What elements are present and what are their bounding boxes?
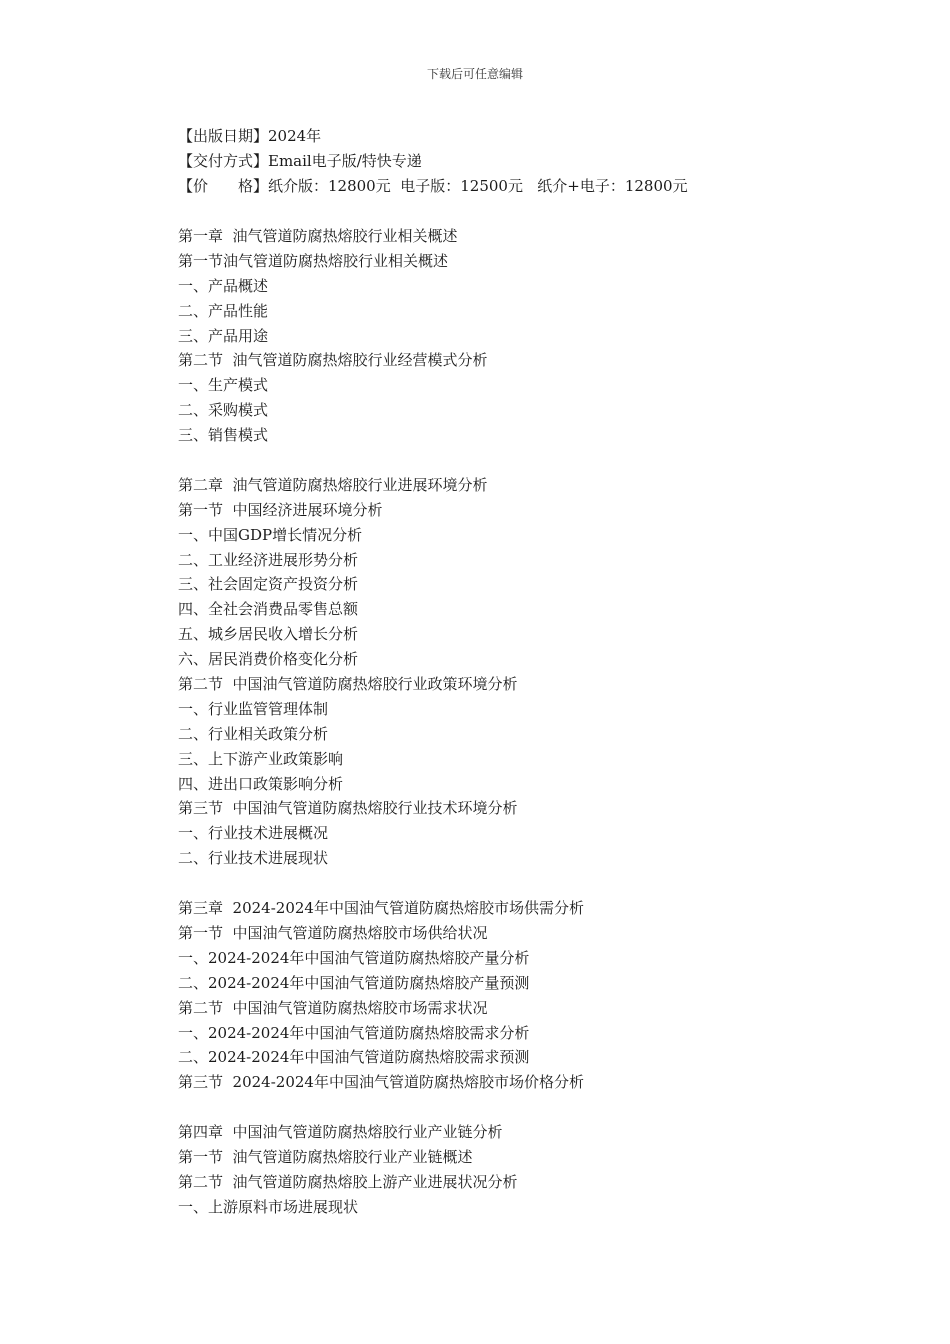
- toc-section: 第三节 2024-2024年中国油气管道防腐热熔胶市场价格分析: [178, 1073, 584, 1092]
- toc-item: 四、进出口政策影响分析: [178, 774, 344, 793]
- toc-chapter: 第一章 油气管道防腐热熔胶行业相关概述: [178, 227, 458, 245]
- toc-item: 四、全社会消费品零售总额: [178, 600, 359, 619]
- toc-spacer: [178, 1095, 878, 1120]
- toc-spacer: [178, 448, 878, 473]
- toc-chapter: 第三章 2024-2024年中国油气管道防腐热熔胶市场供需分析: [178, 899, 584, 918]
- toc-item: 二、行业技术进展现状: [178, 849, 329, 868]
- toc-item: 二、2024-2024年中国油气管道防腐热熔胶需求预测: [178, 1048, 530, 1067]
- toc-chapter: 第四章 中国油气管道防腐热熔胶行业产业链分析: [178, 1123, 503, 1142]
- toc-section: 第一节油气管道防腐热熔胶行业相关概述: [178, 251, 449, 270]
- page-header: 下载后可任意编辑: [426, 67, 523, 81]
- toc-item: 三、上下游产业政策影响: [178, 749, 344, 768]
- toc-section: 第二节 中国油气管道防腐热熔胶行业政策环境分析: [178, 675, 518, 694]
- toc-item: 三、产品用途: [178, 326, 269, 345]
- toc-item: 一、2024-2024年中国油气管道防腐热熔胶需求分析: [178, 1023, 530, 1042]
- toc-section: 第三节 中国油气管道防腐热熔胶行业技术环境分析: [178, 799, 518, 818]
- toc-item: 六、居民消费价格变化分析: [178, 650, 359, 669]
- toc-section: 第二节 中国油气管道防腐热熔胶市场需求状况: [178, 998, 488, 1017]
- toc-item: 一、行业技术进展概况: [178, 824, 329, 843]
- toc-section: 第一节 中国经济进展环境分析: [178, 500, 383, 519]
- toc-item: 二、行业相关政策分析: [178, 724, 329, 743]
- toc-item: 三、社会固定资产投资分析: [178, 575, 359, 594]
- price-line: 【价 格】纸介版：12800元 电子版：12500元 纸介+电子：12800元: [178, 177, 688, 195]
- toc-chapter: 第二章 油气管道防腐热熔胶行业进展环境分析: [178, 475, 488, 494]
- table-of-contents: [178, 224, 878, 1220]
- toc-section: 第一节 中国油气管道防腐热熔胶市场供给状况: [178, 923, 488, 942]
- publication-meta: [178, 124, 878, 199]
- toc-item: 二、2024-2024年中国油气管道防腐热熔胶产量预测: [178, 973, 530, 992]
- toc-item: 三、销售模式: [178, 426, 269, 445]
- toc-section: 第一节 油气管道防腐热熔胶行业产业链概述: [178, 1147, 473, 1166]
- toc-item: 一、产品概述: [178, 276, 269, 295]
- toc-section: 第二节 油气管道防腐热熔胶行业经营模式分析: [178, 351, 488, 370]
- publish-date-line: 【出版日期】2024年: [178, 127, 322, 145]
- delivery-method-line: 【交付方式】Email电子版/特快专递: [178, 152, 422, 170]
- toc-item: 一、中国GDP增长情况分析: [178, 525, 363, 544]
- toc-item: 一、行业监管管理体制: [178, 699, 329, 718]
- toc-item: 一、生产模式: [178, 376, 269, 395]
- toc-item: 一、上游原料市场进展现状: [178, 1197, 359, 1216]
- toc-section: 第二节 油气管道防腐热熔胶上游产业进展状况分析: [178, 1172, 518, 1191]
- toc-item: 五、城乡居民收入增长分析: [178, 625, 359, 644]
- toc-item: 二、采购模式: [178, 401, 269, 420]
- toc-item: 二、产品性能: [178, 301, 269, 320]
- toc-spacer: [178, 871, 878, 896]
- toc-item: 二、工业经济进展形势分析: [178, 550, 359, 569]
- toc-item: 一、2024-2024年中国油气管道防腐热熔胶产量分析: [178, 948, 530, 967]
